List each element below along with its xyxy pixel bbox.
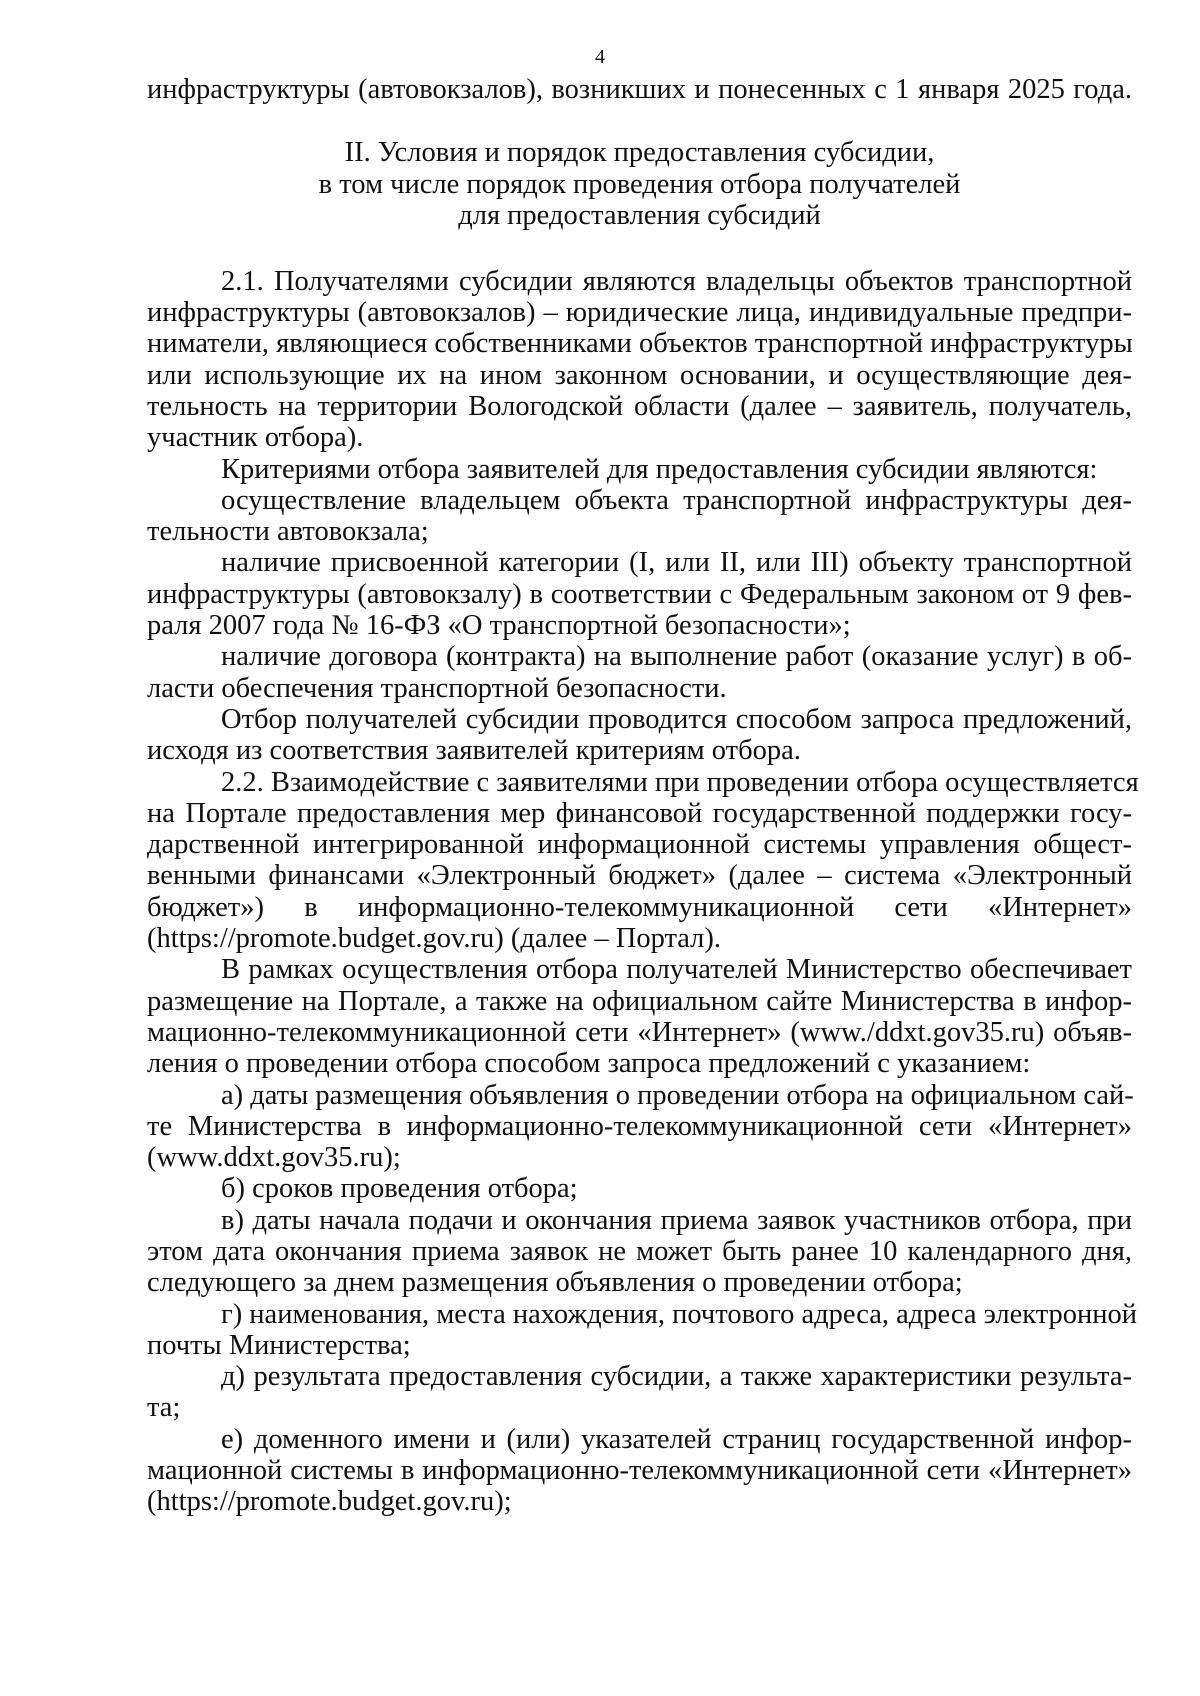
text-line: 2.1. Получателями субсидии являются владельцы объектов транспортной — [221, 265, 1132, 297]
text-line: В рамках осуществления отбора получателей Министерство обеспечивает — [221, 954, 1132, 986]
text-line: раля 2007 года № 16-ФЗ «О транспортной безопасности»; — [147, 610, 851, 642]
section-body — [147, 265, 1139, 1518]
text-line: венными финансами «Электронный бюджет» (далее – система «Электронный — [147, 860, 1132, 892]
text-line: ниматели, являющиеся собственниками объектов транспортной инфраструктуры — [147, 328, 1133, 360]
text-line: этом дата окончания приема заявок не может быть ранее 10 календарного дня, — [147, 1236, 1132, 1267]
text-line: (https://promote.budget.gov.ru); — [147, 1486, 512, 1518]
text-line: д) результата предоставления субсидии, а также характеристики результа- — [221, 1361, 1132, 1393]
text-line: в) даты начала подачи и окончания приема заявок участников отбора, при — [221, 1204, 1132, 1236]
text-line: ления о проведении отбора способом запроса предложений с указанием: — [147, 1048, 1031, 1080]
text-line: наличие договора (контракта) на выполнение работ (оказание услуг) в об- — [221, 641, 1132, 673]
text-line: г) наименования, места нахождения, почтового адреса, адреса электронной — [221, 1298, 1138, 1330]
text-line: участник отбора). — [147, 422, 364, 454]
text-line: на Портале предоставления мер финансовой государственной поддержки госу- — [147, 797, 1132, 829]
text-line: осуществление владельцем объекта транспортной инфраструктуры дея- — [221, 484, 1132, 516]
text-line: бюджет») в информационно-телекоммуникационной сети «Интернет» — [147, 891, 1132, 923]
text-line: дарственной интегрированной информационной системы управления общест- — [147, 829, 1132, 861]
text-line: мационно-телекоммуникационной сети «Интернет» (www./ddxt.gov35.ru) объяв- — [147, 1016, 1132, 1048]
section-heading — [147, 137, 1132, 232]
text-line: или использующие их на ином законном основании, и осуществляющие дея- — [147, 359, 1132, 391]
text-line: ласти обеспечения транспортной безопасности. — [147, 672, 727, 704]
text-line: следующего за днем размещения объявления о проведении отбора; — [147, 1267, 963, 1299]
text-line: тельности автовокзала; — [147, 516, 429, 548]
text-line: (www.ddxt.gov35.ru); — [147, 1142, 401, 1174]
text-line: те Министерства в информационно-телекоммуникационной сети «Интернет» — [147, 1110, 1132, 1142]
text-line: инфраструктуры (автовокзалу) в соответствии с Федеральным законом от 9 фев- — [147, 578, 1132, 610]
text-line: почты Министерства; — [147, 1329, 411, 1361]
section-heading-line: в том числе порядок проведения отбора получателей — [318, 168, 961, 200]
text-line: е) доменного имени и (или) указателей страниц государственной инфор- — [221, 1423, 1132, 1455]
text-line: тельность на территории Вологодской области (далее – заявитель, получатель, — [147, 390, 1132, 422]
intro-line: инфраструктуры (автовокзалов), возникших и понесенных с 1 января 2025 года. — [147, 74, 1132, 105]
text-line: 2.2. Взаимодействие с заявителями при проведении отбора осуществляется — [221, 766, 1139, 798]
text-line: исходя из соответствия заявителей критериям отбора. — [147, 735, 801, 767]
text-line: наличие присвоенной категории (I, или II, или III) объекту транспортной — [221, 547, 1132, 579]
text-line: б) сроков проведения отбора; — [221, 1173, 578, 1205]
section-heading-line: для предоставления субсидий — [458, 200, 821, 232]
text-line: инфраструктуры (автовокзалов) – юридические лица, индивидуальные предпри- — [147, 297, 1132, 329]
section-heading-line: II. Условия и порядок предоставления субсидии, — [344, 137, 935, 169]
text-line: та; — [147, 1392, 181, 1424]
page-number: 4 — [595, 46, 605, 68]
text-line: Критериями отбора заявителей для предоставления субсидии являются: — [221, 453, 1098, 485]
text-line: Отбор получателей субсидии проводится способом запроса предложений, — [221, 703, 1132, 735]
text-line: размещение на Портале, а также на официальном сайте Министерства в инфор- — [147, 985, 1132, 1017]
document-content — [147, 74, 1139, 1518]
text-line: мационной системы в информационно-телекоммуникационной сети «Интернет» — [147, 1455, 1132, 1487]
text-line: (https://promote.budget.gov.ru) (далее – Портал). — [147, 923, 722, 955]
text-line: а) даты размещения объявления о проведении отбора на официальном сай- — [221, 1079, 1134, 1111]
